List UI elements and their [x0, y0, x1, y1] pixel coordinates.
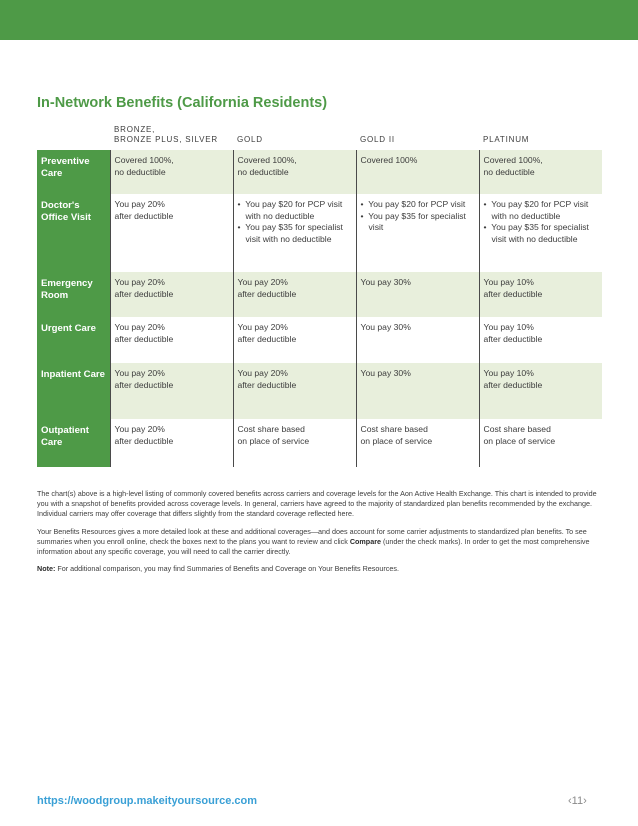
cell-line: You pay 30% — [360, 277, 411, 287]
cell-line: You pay 20% — [114, 199, 165, 209]
cell-line: You pay 30% — [360, 368, 411, 378]
table-cell — [110, 150, 233, 194]
cell-line: Cost share based — [360, 424, 428, 434]
cell-line: You pay 20% — [237, 368, 288, 378]
cell-bullet — [484, 222, 599, 245]
table-row — [37, 317, 602, 363]
cell-line: after deductible — [114, 210, 174, 221]
cell-line: no deductible — [237, 166, 289, 177]
table-cell — [479, 272, 602, 317]
cell-line: after deductible — [114, 435, 174, 446]
table-cell — [356, 363, 479, 419]
page-heading: In-Network Benefits (California Residents) — [37, 95, 328, 111]
note-paragraph-3 — [37, 564, 602, 574]
page-number: ‹11› — [568, 795, 587, 807]
bullet-dot: • — [360, 199, 369, 209]
row-label: Urgent Care — [37, 317, 110, 363]
cell-line: after deductible — [114, 288, 174, 299]
cell-line: You pay 20% — [114, 277, 165, 287]
cell-line: Covered 100%, — [483, 155, 543, 165]
table-cell — [479, 419, 602, 467]
cell-line: after deductible — [483, 288, 543, 299]
cell-line: You pay 20% — [114, 424, 165, 434]
note-paragraph-2 — [37, 527, 602, 558]
table-cell — [110, 272, 233, 317]
cell-line: no deductible — [114, 166, 166, 177]
table-cell — [356, 194, 479, 272]
notes-section — [37, 489, 602, 581]
cell-line: You pay 20% — [237, 322, 288, 332]
cell-line: on place of service — [360, 435, 433, 446]
cell-line: You pay 20% — [114, 322, 165, 332]
table-cell — [479, 363, 602, 419]
bullet-text: You pay $35 for specialist visit with no deductible — [491, 222, 589, 244]
bullet-text: You pay $20 for PCP visit with no deductible — [245, 199, 343, 221]
bullet-text: You pay $20 for PCP visit with no deductible — [491, 199, 589, 221]
note-text: For additional comparison, you may find Summaries of Benefits and Coverage on Your Benefits Resources. — [55, 564, 399, 574]
bullet-text: You pay $35 for specialist visit with no deductible — [245, 222, 343, 244]
bullet-dot: • — [483, 199, 492, 209]
cell-line: no deductible — [483, 166, 535, 177]
footer-url-link[interactable]: https://woodgroup.makeityoursource.com — [37, 795, 258, 807]
table-cell — [110, 363, 233, 419]
note-paragraph-2-text: Your Benefits Resources gives a more detailed look at these and additional coverages—and does account for some carrier adjustments to standardized plan benefits. To see summaries when you enroll online, check the boxes next to the plans you want to review and click — [37, 526, 587, 546]
compare-term: Compare — [349, 536, 381, 546]
cell-line: after deductible — [483, 379, 543, 390]
table-row — [37, 194, 602, 272]
cell-line: Cost share based — [237, 424, 305, 434]
header-gold-ii: GOLD II — [360, 135, 395, 144]
cell-line: Covered 100%, — [237, 155, 297, 165]
cell-line: Covered 100%, — [114, 155, 174, 165]
note-paragraph-2-text-end: (under the check marks). In order to get the most comprehensive information about any specific coverage, you will need to call the carrier directly. — [37, 536, 590, 557]
bullet-dot: • — [237, 199, 246, 209]
cell-bullet — [361, 199, 475, 211]
table-row — [37, 363, 602, 419]
cell-line: You pay 30% — [360, 322, 411, 332]
table-cell — [356, 272, 479, 317]
note-paragraph-1: The chart(s) above is a high-level listing of commonly covered benefits across carriers and coverage levels for the Aon Active Health Exchange. This chart is intended to provide you with a snapshot of benefits provided across coverage levels. In general, carriers have agreed to the majority of standardized plan benefits recommended by the exchange. Individual carriers may offer coverage that differs slightly from the standard coverage reflected here. — [37, 489, 597, 519]
cell-line: Cost share based — [483, 424, 551, 434]
row-label: Preventive Care — [37, 150, 110, 194]
cell-line: after deductible — [114, 333, 174, 344]
table-cell — [479, 150, 602, 194]
table-cell — [233, 317, 356, 363]
cell-bullet — [238, 222, 352, 245]
cell-line: after deductible — [237, 379, 297, 390]
bullet-text: You pay $35 for specialist visit — [368, 210, 466, 232]
table-cell — [110, 419, 233, 467]
table-cell — [356, 317, 479, 363]
cell-line: after deductible — [237, 333, 297, 344]
cell-line: after deductible — [237, 288, 297, 299]
table-row — [37, 272, 602, 317]
note-label: Note: — [37, 564, 56, 574]
bullet-dot: • — [360, 210, 369, 221]
table-header-row — [37, 118, 602, 150]
header-empty — [37, 118, 110, 150]
cell-bullet — [484, 199, 599, 222]
table-cell — [233, 194, 356, 272]
benefits-table — [37, 118, 602, 467]
table-cell — [356, 419, 479, 467]
cell-bullet — [361, 211, 475, 234]
cell-line: after deductible — [114, 379, 174, 390]
header-gold: GOLD — [237, 135, 263, 144]
cell-line: You pay 20% — [237, 277, 288, 287]
table-cell — [110, 317, 233, 363]
cell-line: on place of service — [483, 435, 556, 446]
bullet-text: You pay $20 for PCP visit — [368, 199, 466, 209]
table-cell — [233, 272, 356, 317]
cell-line: You pay 10% — [483, 368, 534, 378]
header-platinum: PLATINUM — [483, 135, 530, 144]
cell-bullet — [238, 199, 352, 222]
cell-line: You pay 20% — [114, 368, 165, 378]
bullet-dot: • — [237, 222, 246, 232]
cell-line: Covered 100% — [360, 155, 418, 165]
row-label: Outpatient Care — [37, 419, 110, 467]
row-label: Inpatient Care — [37, 363, 110, 419]
table-row — [37, 150, 602, 194]
table-cell — [233, 419, 356, 467]
table-cell — [479, 194, 602, 272]
top-color-bar — [0, 0, 638, 40]
cell-line: after deductible — [483, 333, 543, 344]
bullet-dot: • — [483, 222, 492, 232]
header-bronze-silver: BRONZE, BRONZE PLUS, SILVER — [114, 125, 218, 144]
row-label: Emergency Room — [37, 272, 110, 317]
row-label: Doctor's Office Visit — [37, 194, 110, 272]
table-cell — [479, 317, 602, 363]
table-cell — [233, 363, 356, 419]
table-cell — [356, 150, 479, 194]
cell-line: You pay 10% — [483, 277, 534, 287]
table-cell — [110, 194, 233, 272]
table-cell — [233, 150, 356, 194]
cell-line: You pay 10% — [483, 322, 534, 332]
cell-line: on place of service — [237, 435, 310, 446]
table-row — [37, 419, 602, 467]
